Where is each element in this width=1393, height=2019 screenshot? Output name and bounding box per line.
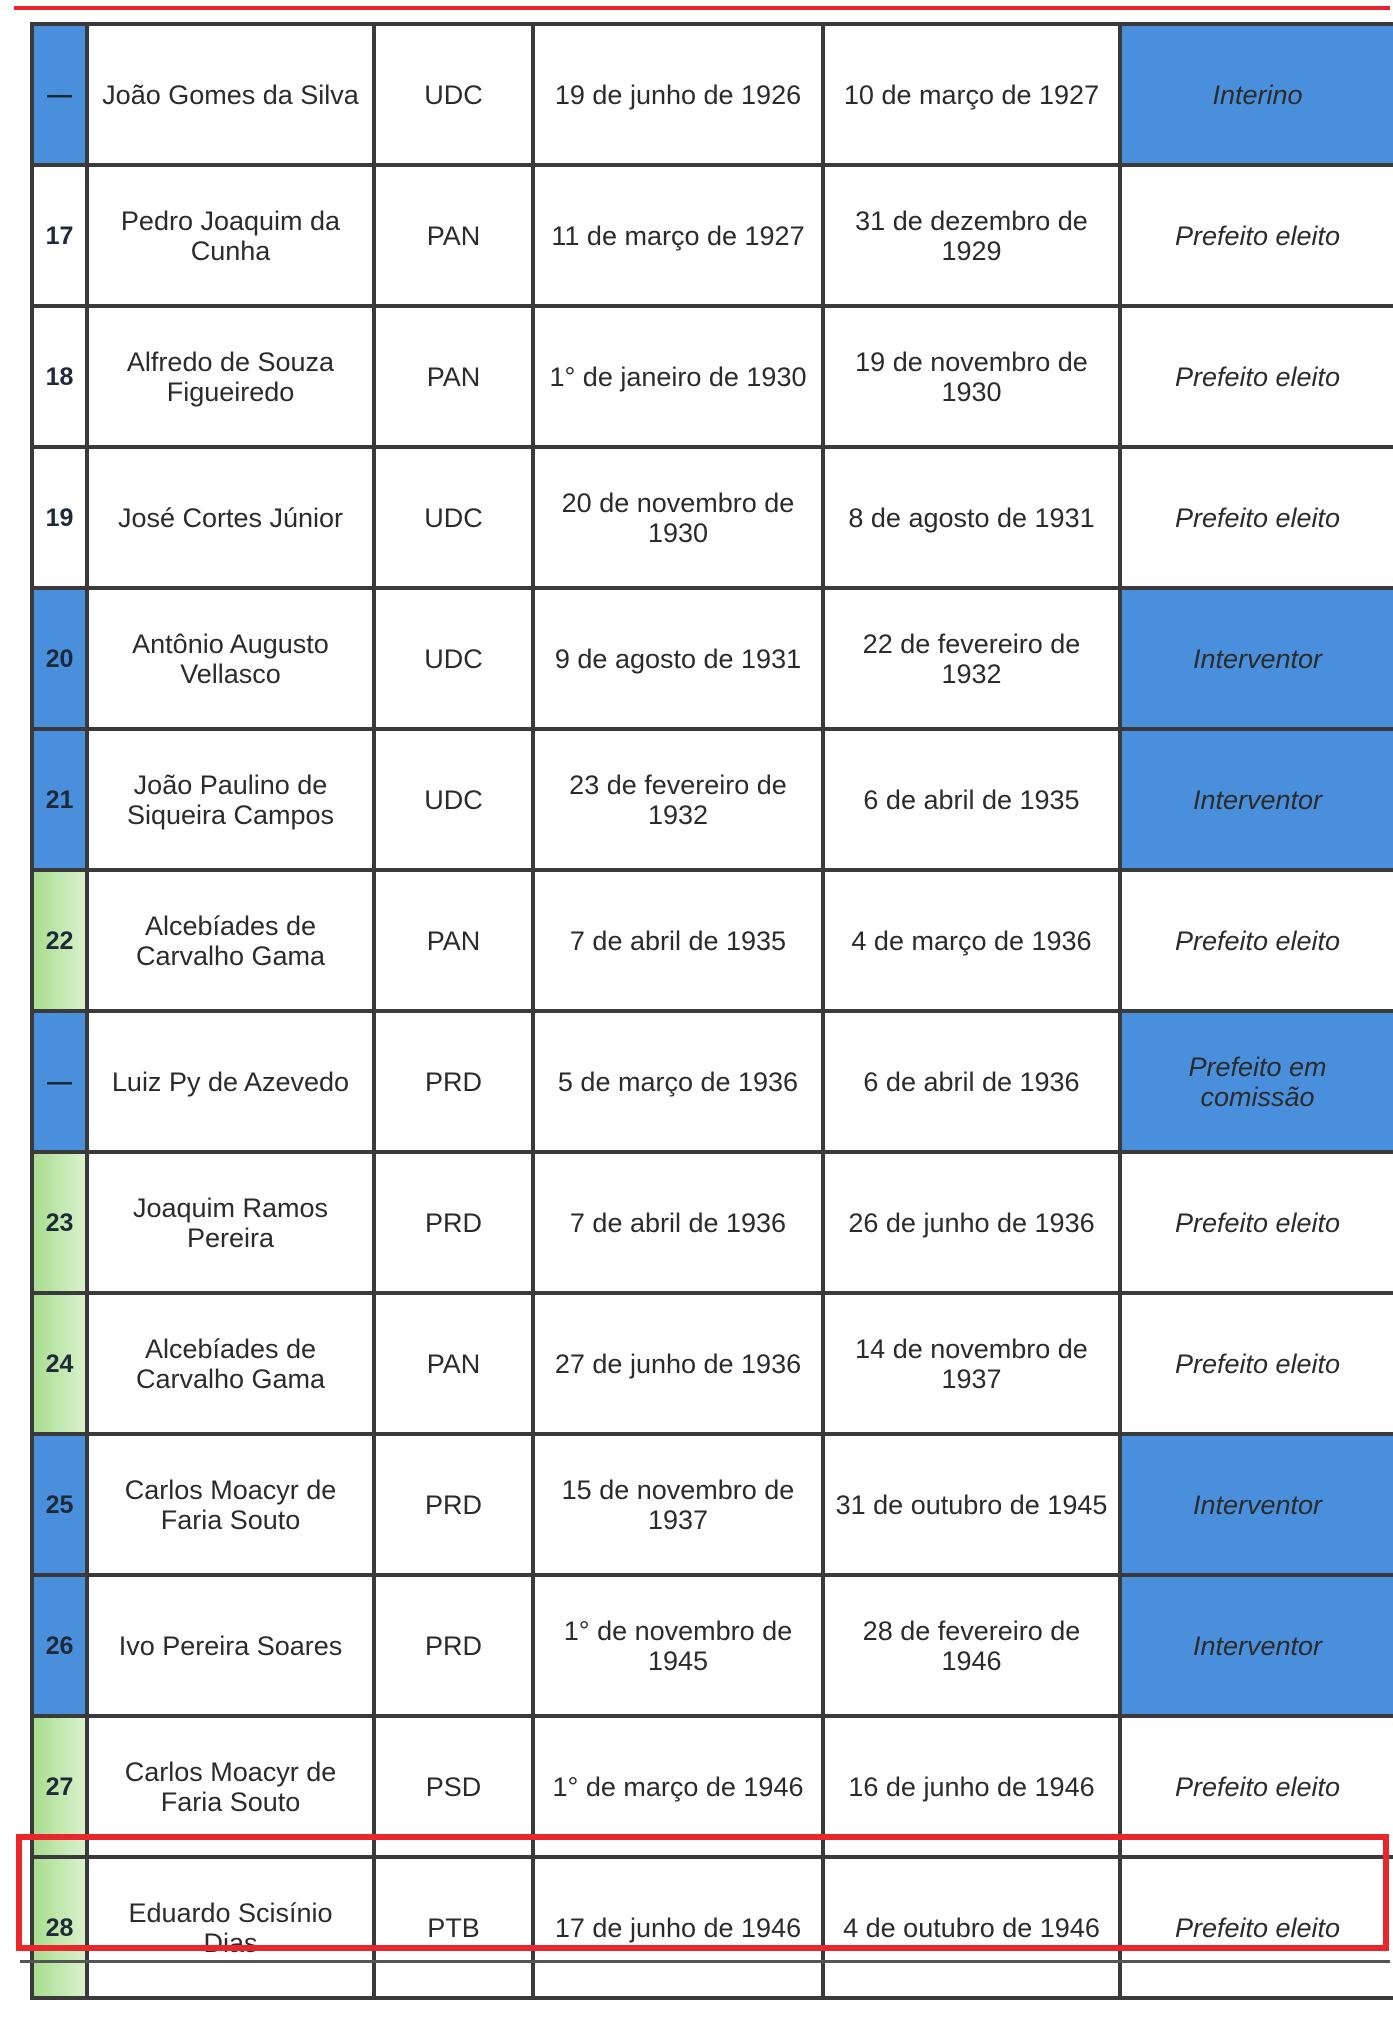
bottom-rule: [20, 1960, 1390, 1963]
cell-name: José Cortes Júnior: [87, 447, 374, 588]
cell-number: —: [32, 24, 87, 165]
cell-role: Prefeito eleito: [1120, 870, 1393, 1011]
cell-name: Eduardo Scisínio Dias: [87, 1857, 374, 1998]
cell-end-date: 28 de fevereiro de 1946: [823, 1575, 1120, 1716]
cell-end-date: 10 de março de 1927: [823, 24, 1120, 165]
cell-name: Alfredo de Souza Figueiredo: [87, 306, 374, 447]
cell-start-date: 20 de novembro de 1930: [533, 447, 823, 588]
cell-role: Interventor: [1120, 729, 1393, 870]
cell-name: Pedro Joaquim da Cunha: [87, 165, 374, 306]
cell-number: 28: [32, 1857, 87, 1998]
cell-number: 17: [32, 165, 87, 306]
table-row: [32, 1716, 1393, 1857]
cell-number: 20: [32, 588, 87, 729]
cell-start-date: 23 de fevereiro de 1932: [533, 729, 823, 870]
cell-name: Alcebíades de Carvalho Gama: [87, 1293, 374, 1434]
cell-name: Alcebíades de Carvalho Gama: [87, 870, 374, 1011]
cell-number: 23: [32, 1152, 87, 1293]
cell-end-date: 4 de outubro de 1946: [823, 1857, 1120, 1998]
cell-party: PRD: [374, 1011, 533, 1152]
cell-start-date: 7 de abril de 1936: [533, 1152, 823, 1293]
cell-number: 26: [32, 1575, 87, 1716]
cell-party: PRD: [374, 1434, 533, 1575]
table-row: [32, 1575, 1393, 1716]
cell-end-date: 6 de abril de 1936: [823, 1011, 1120, 1152]
cell-end-date: 19 de novembro de 1930: [823, 306, 1120, 447]
cell-role: Prefeito eleito: [1120, 1716, 1393, 1857]
cell-name: Carlos Moacyr de Faria Souto: [87, 1716, 374, 1857]
cell-start-date: 5 de março de 1936: [533, 1011, 823, 1152]
cell-start-date: 1° de março de 1946: [533, 1716, 823, 1857]
table-row: [32, 729, 1393, 870]
cell-name: Carlos Moacyr de Faria Souto: [87, 1434, 374, 1575]
table-row: [32, 447, 1393, 588]
cell-party: PAN: [374, 306, 533, 447]
cell-end-date: 31 de dezembro de 1929: [823, 165, 1120, 306]
cell-party: UDC: [374, 729, 533, 870]
table-row: [32, 1857, 1393, 1998]
cell-end-date: 16 de junho de 1946: [823, 1716, 1120, 1857]
table-row: [32, 588, 1393, 729]
cell-name: João Paulino de Siqueira Campos: [87, 729, 374, 870]
table-row: [32, 1011, 1393, 1152]
cell-start-date: 19 de junho de 1926: [533, 24, 823, 165]
mayors-table-body: [32, 24, 1393, 1998]
cell-party: UDC: [374, 24, 533, 165]
cell-role: Prefeito eleito: [1120, 306, 1393, 447]
top-red-rule: [14, 6, 1390, 10]
cell-number: 25: [32, 1434, 87, 1575]
cell-role: Interventor: [1120, 1575, 1393, 1716]
cell-number: 19: [32, 447, 87, 588]
table-row: [32, 870, 1393, 1011]
cell-start-date: 11 de março de 1927: [533, 165, 823, 306]
cell-number: 24: [32, 1293, 87, 1434]
table-row: [32, 1152, 1393, 1293]
cell-name: Luiz Py de Azevedo: [87, 1011, 374, 1152]
cell-role: Prefeito eleito: [1120, 1857, 1393, 1998]
mayors-table: [30, 22, 1393, 2000]
cell-end-date: 22 de fevereiro de 1932: [823, 588, 1120, 729]
cell-start-date: 15 de novembro de 1937: [533, 1434, 823, 1575]
cell-number: 22: [32, 870, 87, 1011]
cell-number: 18: [32, 306, 87, 447]
cell-party: PTB: [374, 1857, 533, 1998]
table-row: [32, 306, 1393, 447]
cell-end-date: 26 de junho de 1936: [823, 1152, 1120, 1293]
cell-role: Interventor: [1120, 1434, 1393, 1575]
cell-role: Prefeito eleito: [1120, 1152, 1393, 1293]
table-row: [32, 24, 1393, 165]
cell-name: Joaquim Ramos Pereira: [87, 1152, 374, 1293]
cell-name: João Gomes da Silva: [87, 24, 374, 165]
cell-end-date: 31 de outubro de 1945: [823, 1434, 1120, 1575]
cell-start-date: 27 de junho de 1936: [533, 1293, 823, 1434]
cell-name: Ivo Pereira Soares: [87, 1575, 374, 1716]
cell-party: PAN: [374, 1293, 533, 1434]
cell-start-date: 9 de agosto de 1931: [533, 588, 823, 729]
table-row: [32, 1293, 1393, 1434]
cell-end-date: 8 de agosto de 1931: [823, 447, 1120, 588]
cell-role: Prefeito em comissão: [1120, 1011, 1393, 1152]
cell-party: PAN: [374, 165, 533, 306]
cell-number: —: [32, 1011, 87, 1152]
cell-name: Antônio Augusto Vellasco: [87, 588, 374, 729]
cell-end-date: 4 de março de 1936: [823, 870, 1120, 1011]
cell-role: Interino: [1120, 24, 1393, 165]
cell-party: PRD: [374, 1152, 533, 1293]
table-row: [32, 165, 1393, 306]
cell-role: Interventor: [1120, 588, 1393, 729]
cell-party: UDC: [374, 588, 533, 729]
cell-party: PSD: [374, 1716, 533, 1857]
cell-start-date: 1° de novembro de 1945: [533, 1575, 823, 1716]
table-row: [32, 1434, 1393, 1575]
cell-end-date: 14 de novembro de 1937: [823, 1293, 1120, 1434]
cell-party: PRD: [374, 1575, 533, 1716]
cell-role: Prefeito eleito: [1120, 447, 1393, 588]
cell-start-date: 7 de abril de 1935: [533, 870, 823, 1011]
cell-role: Prefeito eleito: [1120, 165, 1393, 306]
cell-end-date: 6 de abril de 1935: [823, 729, 1120, 870]
cell-party: PAN: [374, 870, 533, 1011]
cell-start-date: 17 de junho de 1946: [533, 1857, 823, 1998]
cell-party: UDC: [374, 447, 533, 588]
cell-role: Prefeito eleito: [1120, 1293, 1393, 1434]
cell-number: 27: [32, 1716, 87, 1857]
cell-start-date: 1° de janeiro de 1930: [533, 306, 823, 447]
cell-number: 21: [32, 729, 87, 870]
